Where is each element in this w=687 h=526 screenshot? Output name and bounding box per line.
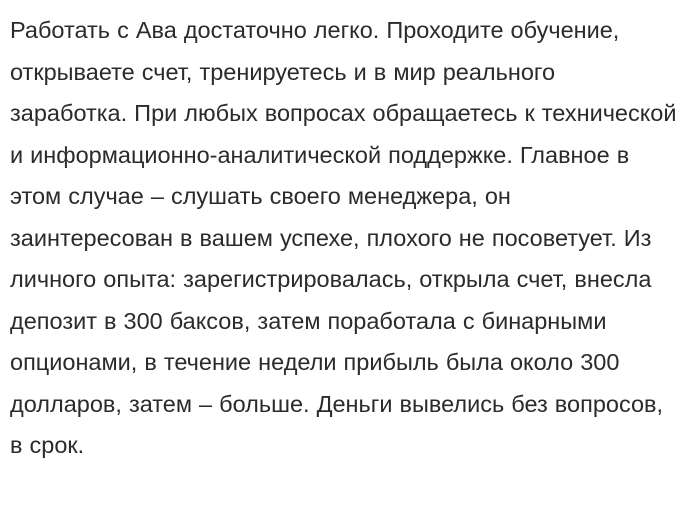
review-body-text: Работать с Ава достаточно легко. Проходите обучение, открываете счет, тренируетесь и в мир реального заработка. При любых вопросах обращаетесь к технической и информационно-аналитической поддержке. Главное в этом случае – слушать своего менеджера, он заинтересован в вашем успехе, плохого не посоветует. Из личного опыта: зарегистрировалась, открыла счет, внесла депозит в 300 баксов, затем поработала с бинарными опционами, в течение недели прибыль была около 300 долларов, затем – больше. Деньги вывелись без вопросов, в срок.: [10, 17, 684, 458]
